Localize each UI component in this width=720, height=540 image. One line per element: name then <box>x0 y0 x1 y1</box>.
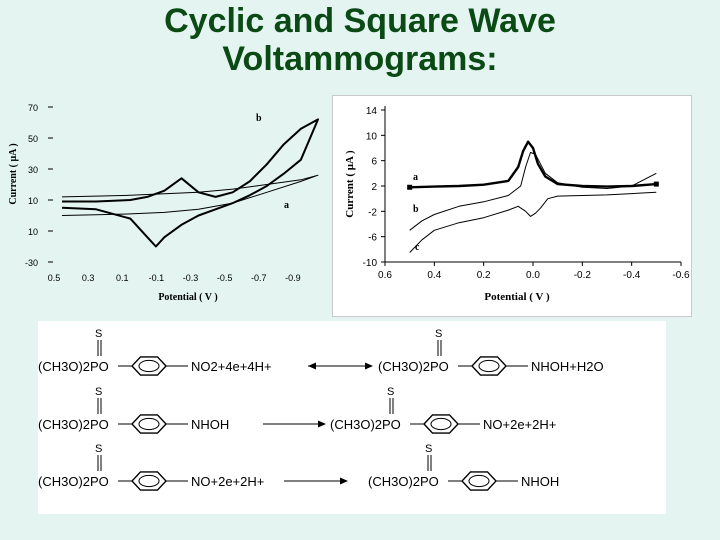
reaction-arrow <box>284 478 348 485</box>
phosphorothioate-group: (CH3O)2PO <box>378 359 449 374</box>
phosphorothioate-group: (CH3O)2PO <box>330 417 401 432</box>
cyclic-voltammogram-chart <box>0 96 332 310</box>
benzene-ring <box>132 415 166 433</box>
cv-y-tick-label: 50 <box>27 134 38 144</box>
cv-x-axis-label: Potential ( V ) <box>158 292 218 303</box>
swv-x-tick <box>378 262 392 281</box>
reaction-arrow <box>308 363 373 370</box>
swv-y-tick-label: -6 <box>368 232 377 244</box>
benzene-ring-circle <box>139 360 159 371</box>
slide-title <box>0 2 720 78</box>
reactant <box>38 328 272 375</box>
benzene-ring <box>132 472 166 490</box>
cv-x-tick-label: 0.5 <box>47 273 61 283</box>
swv-y-tick-label: 10 <box>365 131 377 143</box>
ring-substituent: NO+2e+2H+ <box>191 474 265 489</box>
cv-curve-label-a: a <box>284 200 289 211</box>
square-wave-voltammogram-chart <box>333 96 691 316</box>
slide-title-line-1: Cyclic and Square Wave <box>164 2 556 40</box>
swv-y-tick-label: 2 <box>371 182 377 193</box>
cv-x-tick-label: -0.1 <box>148 273 165 283</box>
reaction-arrow-head <box>340 478 348 485</box>
cv-x-tick-label: -0.9 <box>285 273 301 283</box>
reaction-arrow <box>263 421 326 428</box>
reaction-arrow-head <box>318 421 326 428</box>
benzene-ring-circle <box>479 360 499 371</box>
swv-y-tick-label: -10 <box>362 258 377 269</box>
benzene-ring-circle <box>139 475 159 486</box>
reaction-row <box>38 328 604 375</box>
product <box>368 443 559 490</box>
swv-y-tick-label: 6 <box>371 156 377 168</box>
swv-y-tick <box>371 157 385 168</box>
cv-y-tick-label: 10 <box>27 196 38 206</box>
ring-substituent: NO+2e+2H+ <box>483 417 557 432</box>
swv-series-a-marker <box>654 182 659 187</box>
benzene-ring <box>132 357 166 375</box>
cv-x-tick-label: -0.7 <box>251 273 267 283</box>
reaction-row <box>38 386 556 433</box>
swv-x-tick <box>526 262 540 281</box>
thio-sulfur-label: S <box>425 443 433 455</box>
phosphorothioate-group: (CH3O)2PO <box>38 474 109 489</box>
cv-y-tick-label: 10 <box>27 227 38 237</box>
swv-x-axis-label: Potential ( V ) <box>484 291 550 303</box>
cv-x-tick-label: -0.3 <box>182 273 199 283</box>
cv-y-tick <box>28 103 53 113</box>
swv-x-tick <box>623 262 641 281</box>
thio-sulfur-label: S <box>435 328 443 340</box>
swv-series-b <box>410 152 657 230</box>
benzene-ring <box>424 415 458 433</box>
reaction-scheme <box>38 321 666 514</box>
benzene-ring-circle <box>469 475 489 486</box>
cv-y-tick <box>28 227 53 237</box>
cv-curve-label-b: b <box>256 113 262 124</box>
slide-title-line-2: Voltammograms: <box>222 40 498 78</box>
swv-curve-label-c: c <box>415 242 420 253</box>
swv-curve-label-a: a <box>413 172 418 183</box>
swv-y-tick <box>371 182 385 193</box>
swv-x-tick-label: -0.2 <box>573 270 591 281</box>
benzene-ring <box>462 472 496 490</box>
cv-y-tick <box>28 134 53 144</box>
swv-series-a <box>410 142 657 188</box>
ring-substituent: NHOH+H2O <box>531 359 604 374</box>
phosphorothioate-group: (CH3O)2PO <box>368 474 439 489</box>
reactant <box>38 443 264 490</box>
cv-x-tick-label: -0.5 <box>216 273 233 283</box>
thio-sulfur-label: S <box>95 443 103 455</box>
swv-y-tick <box>363 258 385 269</box>
cv-y-tick-label: 30 <box>27 165 38 175</box>
benzene-ring-circle <box>139 418 159 429</box>
thio-sulfur-label: S <box>95 328 103 340</box>
product <box>330 386 556 433</box>
swv-curve-label-b: b <box>413 204 419 215</box>
swv-x-tick-label: 0.6 <box>378 270 392 281</box>
ring-substituent: NHOH <box>521 474 560 489</box>
benzene-ring-circle <box>431 418 451 429</box>
cv-x-tick-label: 0.3 <box>81 273 95 283</box>
cv-y-axis-label: Current ( μA ) <box>8 143 19 205</box>
benzene-ring <box>472 357 506 375</box>
cyclic-voltammogram-panel <box>0 96 332 310</box>
swv-x-tick <box>477 262 491 281</box>
reactant <box>38 386 229 433</box>
reaction-row <box>38 443 559 490</box>
reaction-arrow-head <box>365 363 373 370</box>
swv-x-tick <box>574 262 592 281</box>
swv-y-tick <box>368 207 385 218</box>
swv-y-axis-label: Current ( μA ) <box>344 150 356 218</box>
swv-x-tick-label: 0.0 <box>526 270 540 281</box>
swv-x-tick-label: 0.4 <box>427 270 442 281</box>
swv-y-tick-label: 14 <box>365 106 377 117</box>
cv-y-tick <box>28 165 53 175</box>
cv-y-tick-label: 70 <box>27 103 38 113</box>
swv-x-tick <box>672 262 690 281</box>
phosphorothioate-group: (CH3O)2PO <box>38 417 109 432</box>
swv-y-tick-label: -2 <box>368 207 377 219</box>
ring-substituent: NHOH <box>191 417 230 432</box>
reaction-scheme-panel <box>38 321 666 514</box>
cv-x-tick-label: 0.1 <box>116 273 129 283</box>
swv-x-tick-label: -0.4 <box>623 270 641 281</box>
ring-substituent: NO2+4e+4H+ <box>191 359 272 374</box>
phosphorothioate-group: (CH3O)2PO <box>38 359 109 374</box>
swv-y-tick <box>368 233 385 244</box>
thio-sulfur-label: S <box>95 386 103 398</box>
cv-y-tick <box>28 196 53 206</box>
cv-y-tick <box>25 258 53 268</box>
swv-x-tick-label: 0.2 <box>476 270 491 281</box>
swv-series-c <box>410 192 657 252</box>
swv-y-tick <box>366 131 385 142</box>
swv-y-tick <box>366 106 385 117</box>
product <box>378 328 604 375</box>
swv-x-tick-label: -0.6 <box>672 270 690 281</box>
swv-x-tick <box>427 262 441 281</box>
reaction-arrow-head <box>308 363 316 370</box>
swv-series-a-marker <box>407 185 412 190</box>
square-wave-voltammogram-panel <box>332 95 692 317</box>
cv-y-tick-label: -30 <box>24 258 38 268</box>
thio-sulfur-label: S <box>387 386 395 398</box>
